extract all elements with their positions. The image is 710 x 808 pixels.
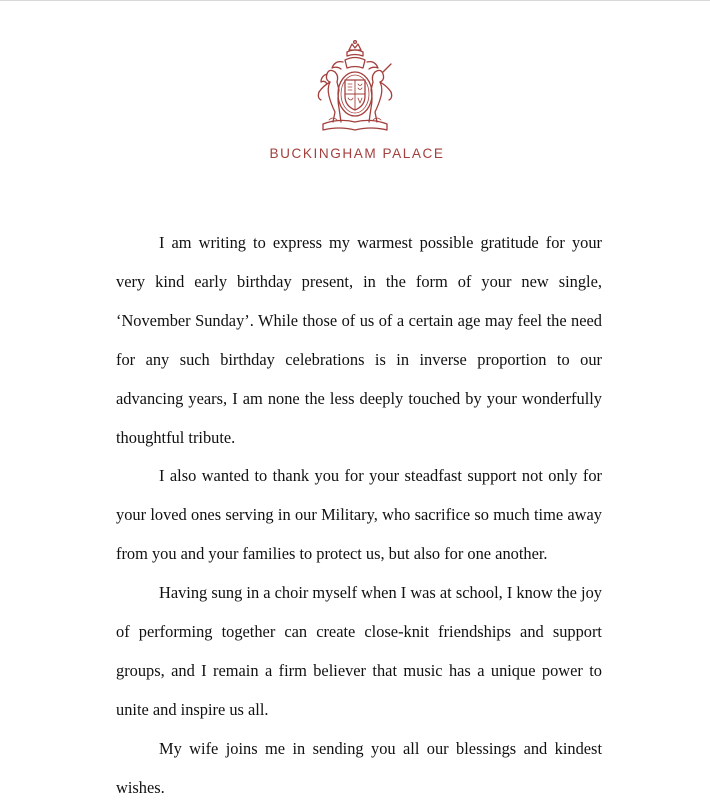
royal-coat-of-arms-icon bbox=[305, 38, 405, 138]
letter-paragraph-gratitude: I am writing to express my warmest possible gratitude for your very kind early birthday present, in the form of your new single, ‘November Sunday’. While those of us of a certain age may feel the need for any such birthday celebrations is in inverse proportion to our advancing years, I am none the less deeply touched by your wonderfully thoughtful tribute. bbox=[116, 233, 602, 447]
letter-paragraph-closing: My wife joins me in sending you all our blessings and kindest wishes. bbox=[116, 738, 602, 797]
letter-paragraph-choir: Having sung in a choir myself when I was at school, I know the joy of performing together can create close-knit friendships and support groups, and I remain a firm believer that music has a unique power to unite and inspire us all. bbox=[116, 583, 602, 719]
letterhead bbox=[0, 38, 710, 161]
page-top-edge bbox=[0, 0, 710, 1]
letter-paragraph-support: I also wanted to thank you for your steadfast support not only for your loved ones serving in our Military, who sacrifice so much time away from you and your families to protect us, but also for one another. bbox=[116, 466, 602, 564]
letter-body bbox=[116, 224, 602, 808]
letterhead-title: BUCKINGHAM PALACE bbox=[269, 146, 445, 161]
